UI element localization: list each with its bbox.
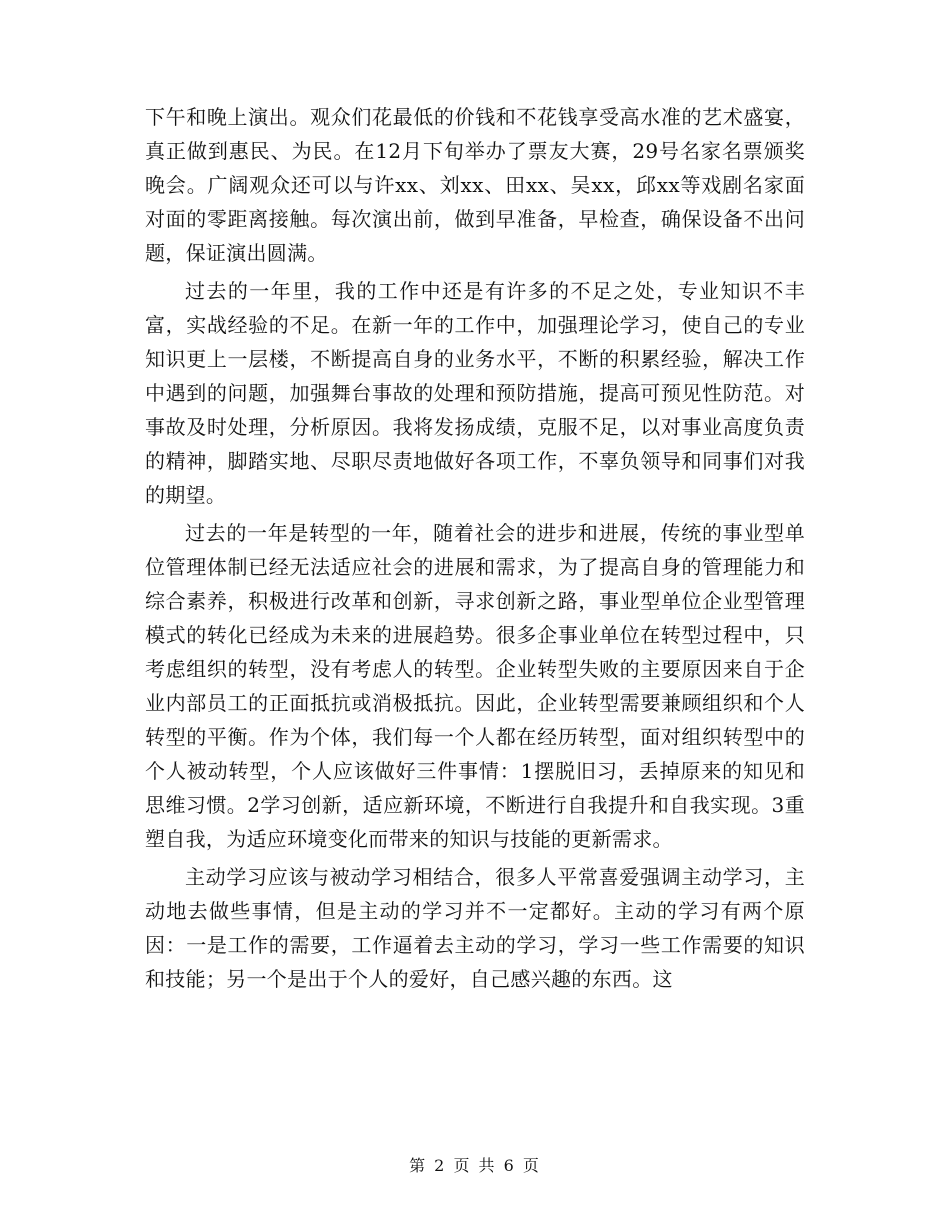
paragraph-2: 过去的一年里，我的工作中还是有许多的不足之处，专业知识不丰富，实战经验的不足。在新一年的工作中，加强理论学习，使自己的专业知识更上一层楼，不断提高自身的业务水平，不断的积累经验，解决工作中遇到的问题，加强舞台事故的处理和预防措施，提高可预见性防范。对事故及时处理，分析原因。我将发扬成绩，克服不足，以对事业高度负责的精神，脚踏实地、尽职尽责地做好各项工作，不辜负领导和同事们对我的期望。 (145, 279, 805, 507)
paragraph-4: 主动学习应该与被动学习相结合，很多人平常喜爱强调主动学习，主动地去做些事情，但是主动的学习并不一定都好。主动的学习有两个原因：一是工作的需要，工作逼着去主动的学习，学习一些工作需要的知识和技能；另一个是出于个人的爱好，自己感兴趣的东西。这 (145, 865, 805, 991)
page-number-footer: 第 2 页 共 6 页 (409, 1156, 541, 1175)
document-body (145, 100, 805, 1000)
paragraph-3: 过去的一年是转型的一年，随着社会的进步和进展，传统的事业型单位管理体制已经无法适应社会的进展和需求，为了提高自身的管理能力和综合素养，积极进行改革和创新，寻求创新之路，事业型单位企业型管理模式的转化已经成为未来的进展趋势。很多企事业单位在转型过程中，只考虑组织的转型，没有考虑人的转型。企业转型失败的主要原因来自于企业内部员工的正面抵抗或消极抵抗。因此，企业转型需要兼顾组织和个人转型的平衡。作为个体，我们每一个人都在经历转型，面对组织转型中的个人被动转型，个人应该做好三件事情：1摆脱旧习，丢掉原来的知见和思维习惯。2学习创新，适应新环境，不断进行自我提升和自我实现。3重塑自我，为适应环境变化而带来的知识与技能的更新需求。 (145, 521, 805, 851)
paragraph-1: 下午和晚上演出。观众们花最低的价钱和不花钱享受高水准的艺术盛宴，真正做到惠民、为民。在12月下旬举办了票友大赛，29号名家名票颁奖晚会。广阔观众还可以与许xx、刘xx、田xx、吴xx，邱xx等戏剧名家面对面的零距离接触。每次演出前，做到早准备，早检查，确保设备不出问题，保证演出圆满。 (145, 105, 805, 265)
